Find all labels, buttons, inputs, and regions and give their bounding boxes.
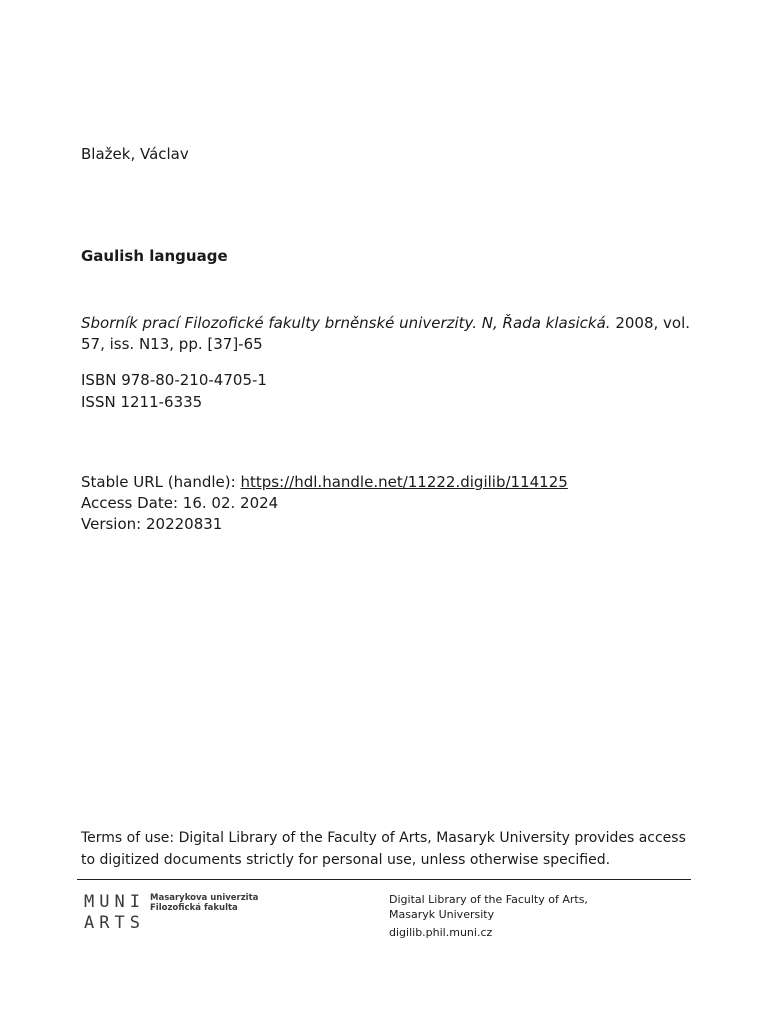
library-name-line2: Masaryk University	[389, 908, 495, 921]
library-info	[389, 892, 588, 940]
source-citation	[81, 313, 701, 355]
issn: ISSN 1211-6335	[81, 393, 203, 411]
footer-divider	[77, 879, 691, 880]
stable-url-link[interactable]: https://hdl.handle.net/11222.digilib/114125	[240, 473, 568, 491]
logo-faculty-text: Filozofická fakulta	[150, 903, 238, 913]
logo-university-text: Masarykova univerzita	[150, 893, 259, 903]
muni-arts-logo	[84, 893, 274, 937]
library-website: digilib.phil.muni.cz	[389, 926, 493, 939]
terms-of-use: Terms of use: Digital Library of the Faculty of Arts, Masaryk University provides access to digitized documents strictly for personal use, unless otherwise specified.	[81, 830, 686, 868]
version: Version: 20220831	[81, 515, 223, 533]
logo-arts-text: ARTS	[84, 913, 145, 933]
stable-url	[81, 472, 568, 493]
document-title: Gaulish language	[81, 247, 228, 265]
journal-name: Sborník prací Filozofické fakulty brněnské univerzity. N, Řada klasická.	[81, 314, 611, 332]
isbn: ISBN 978-80-210-4705-1	[81, 371, 267, 389]
logo-muni-text: MUNI	[84, 892, 145, 912]
citation-details: 2008, vol. 57, iss. N13, pp. [37]-65	[81, 314, 691, 353]
access-date: Access Date: 16. 02. 2024	[81, 494, 279, 512]
author: Blažek, Václav	[81, 145, 189, 163]
library-name-line1: Digital Library of the Faculty of Arts,	[389, 893, 588, 906]
stable-url-label: Stable URL (handle):	[81, 473, 241, 491]
